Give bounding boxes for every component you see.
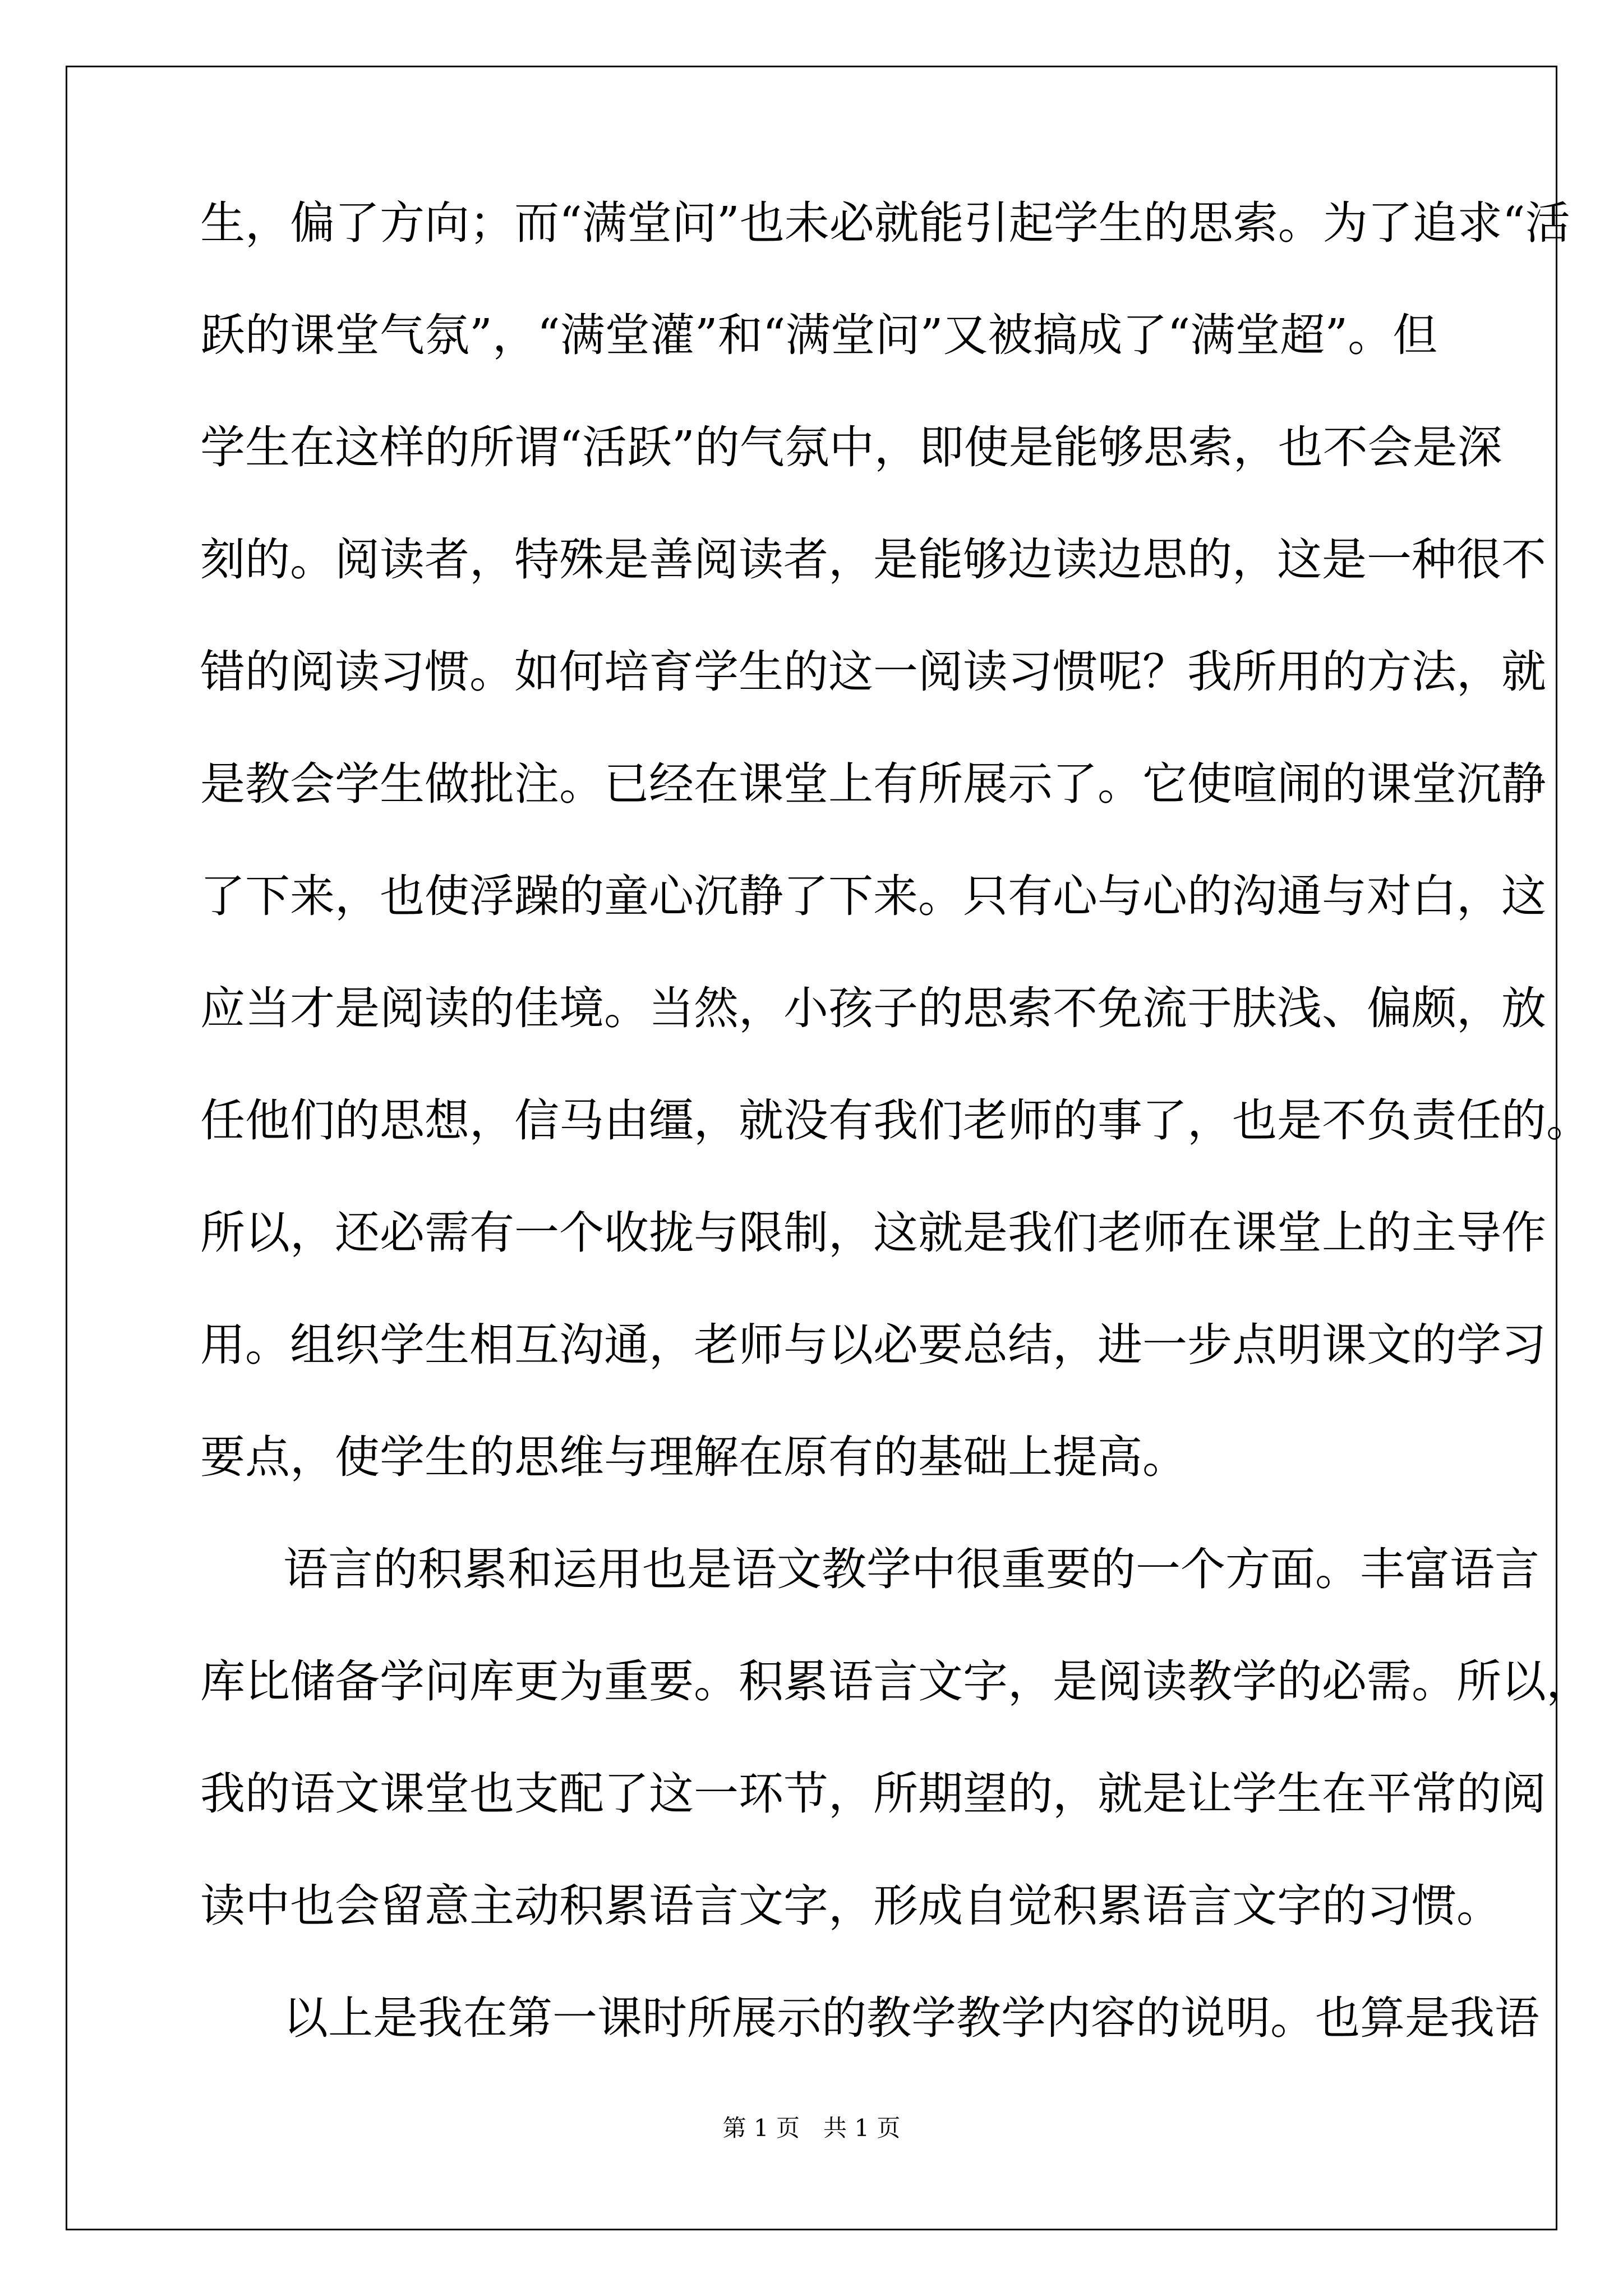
text-line: 了下来，也使浮躁的童心沉静了下来。只有心与心的沟通与对白，这 xyxy=(200,870,1546,922)
text-line: 要点，使学生的思维与理解在原有的基础上提高。 xyxy=(200,1431,1187,1483)
text-line: 是教会学生做批注。已经在课堂上有所展示了。它使喧闹的课堂沉静 xyxy=(200,758,1546,810)
text-line: 语言的积累和运用也是语文教学中很重要的一个方面。丰富语言 xyxy=(283,1543,1539,1595)
page-number: 第 1 页 共 1 页 xyxy=(722,2114,901,2142)
text-line: 刻的。阅读者，特殊是善阅读者，是能够边读边思的，这是一种很不 xyxy=(200,533,1546,586)
text-line: 生，偏了方向；而“满堂问”也未必就能引起学生的思索。为了追求“活 xyxy=(200,197,1570,249)
text-line: 以上是我在第一课时所展示的教学教学内容的说明。也算是我语 xyxy=(283,1992,1539,2044)
text-line: 错的阅读习惯。如何培育学生的这一阅读习惯呢？我所用的方法，就 xyxy=(200,646,1546,698)
text-line: 所以，还必需有一个收拢与限制，这就是我们老师在课堂上的主导作 xyxy=(200,1207,1546,1259)
text-line: 任他们的思想，信马由缰，就没有我们老师的事了，也是不负责任的。 xyxy=(200,1094,1591,1147)
text-line: 跃的课堂气氛”，“满堂灌”和“满堂问”又被搞成了“满堂超”。但 xyxy=(200,309,1438,361)
text-line: 我的语文课堂也支配了这一环节，所期望的，就是让学生在平常的阅 xyxy=(200,1768,1546,1820)
document-body xyxy=(200,197,1591,2108)
text-line: 学生在这样的所谓“活跃”的气氛中，即使是能够思索，也不会是深 xyxy=(200,421,1502,473)
text-line: 库比储备学问库更为重要。积累语言文字，是阅读教学的必需。所以， xyxy=(200,1655,1591,1708)
text-line: 应当才是阅读的佳境。当然，小孩子的思索不免流于肤浅、偏颇，放 xyxy=(200,982,1546,1034)
text-line: 用。组织学生相互沟通，老师与以必要总结，进一步点明课文的学习 xyxy=(200,1319,1546,1371)
text-line: 读中也会留意主动积累语言文字，形成自觉积累语言文字的习惯。 xyxy=(200,1880,1501,1932)
